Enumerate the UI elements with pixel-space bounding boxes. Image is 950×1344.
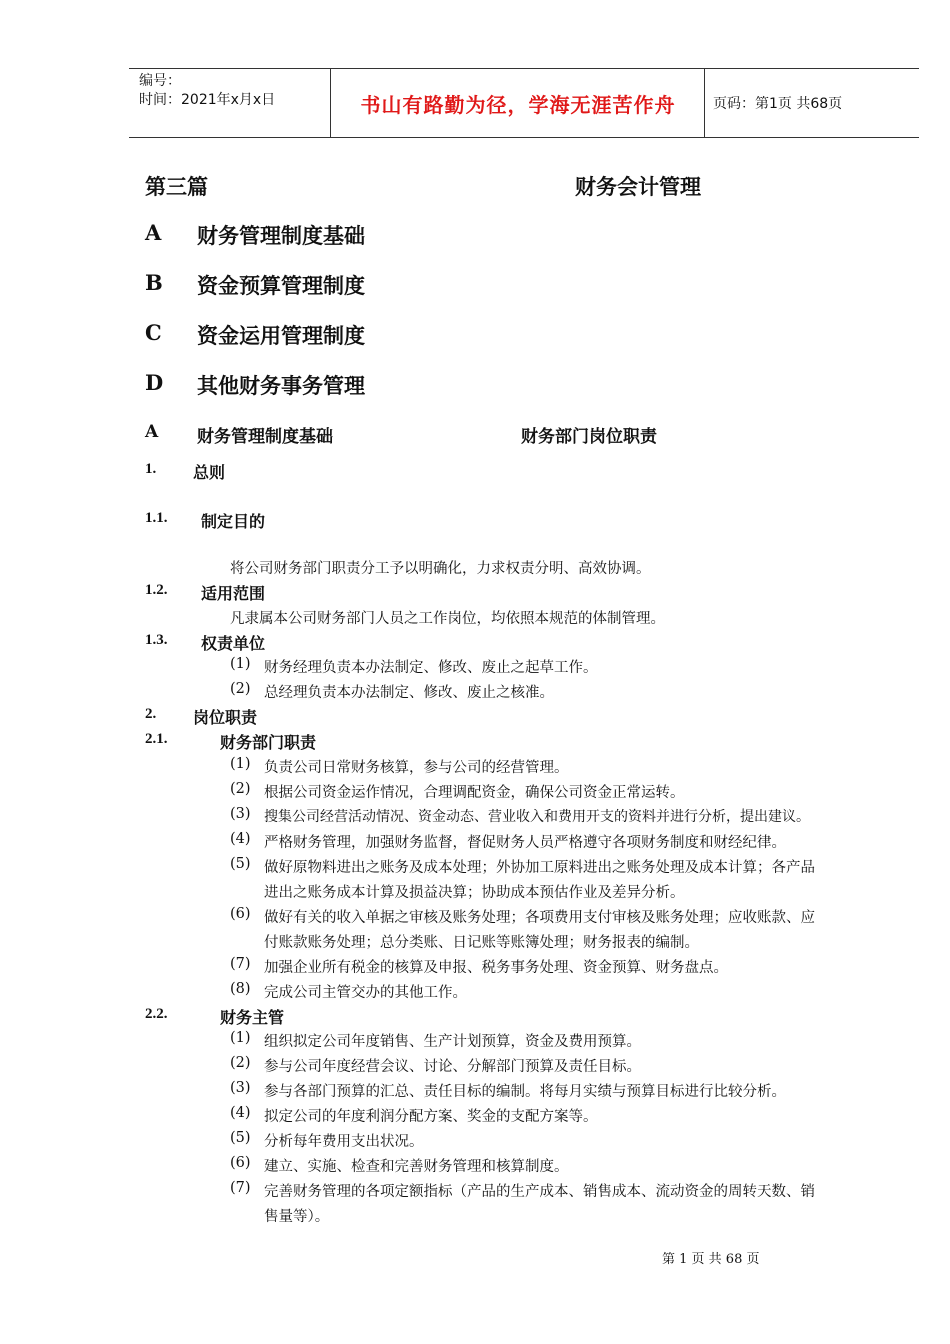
- section-letter: A: [145, 422, 159, 442]
- part-name: 财务会计管理: [575, 174, 701, 199]
- heading-number: 1.1.: [145, 510, 168, 526]
- list-item: 财务经理负责本办法制定、修改、废止之起草工作。: [264, 660, 598, 676]
- heading-label: 权责单位: [201, 634, 266, 653]
- heading-label: 财务主管: [220, 1008, 285, 1027]
- heading-number: 2.2.: [145, 1006, 168, 1022]
- item-number: (4): [230, 831, 251, 847]
- item-number: (8): [230, 981, 251, 997]
- list-item: 严格财务管理，加强财务监督，督促财务人员严格遵守各项财务制度和财经纪律。: [264, 835, 786, 851]
- heading-number: 1.: [145, 461, 157, 477]
- toc-label-d: 其他财务事务管理: [197, 373, 365, 398]
- item-number: (1): [230, 1030, 251, 1046]
- item-number: (3): [230, 1080, 251, 1096]
- header-motto: 书山有路勤为径，学海无涯苦作舟: [360, 92, 676, 117]
- item-number: (2): [230, 681, 251, 697]
- list-item: 参与各部门预算的汇总、责任目标的编制。将每月实绩与预算目标进行比较分析。: [264, 1084, 786, 1100]
- item-number: (7): [230, 956, 251, 972]
- heading-number: 1.3.: [145, 632, 168, 648]
- header-page-info: 页码：第1页 共68页: [713, 96, 843, 112]
- toc-label-c: 资金运用管理制度: [197, 323, 365, 348]
- list-item: 分析每年费用支出状况。: [264, 1134, 424, 1150]
- heading-number: 1.2.: [145, 582, 168, 598]
- item-number: (6): [230, 1155, 251, 1171]
- item-number: (2): [230, 781, 251, 797]
- item-number: (4): [230, 1105, 251, 1121]
- section-label: 财务管理制度基础: [197, 427, 333, 447]
- list-item: 完善财务管理的各项定额指标（产品的生产成本、销售成本、流动资金的周转天数、销: [264, 1184, 815, 1200]
- list-item-continuation: 进出之账务成本计算及损益决算；协助成本预估作业及差异分析。: [264, 885, 685, 901]
- part-title: 第三篇: [145, 174, 208, 199]
- list-item: 总经理负责本办法制定、修改、废止之核准。: [264, 685, 554, 701]
- list-item: 拟定公司的年度利润分配方案、奖金的支配方案等。: [264, 1109, 598, 1125]
- item-number: (7): [230, 1180, 251, 1196]
- heading-number: 2.: [145, 706, 157, 722]
- list-item: 做好有关的收入单据之审核及账务处理；各项费用支付审核及账务处理；应收账款、应: [264, 910, 815, 926]
- list-item-continuation: 售量等）。: [264, 1209, 330, 1225]
- section-subtitle: 财务部门岗位职责: [521, 427, 657, 447]
- toc-letter-d: D: [145, 370, 164, 395]
- list-item: 加强企业所有税金的核算及申报、税务事务处理、资金预算、财务盘点。: [264, 960, 728, 976]
- list-item: 建立、实施、检查和完善财务管理和核算制度。: [264, 1159, 569, 1175]
- toc-label-b: 资金预算管理制度: [197, 273, 365, 298]
- paragraph: 将公司财务部门职责分工予以明确化，力求权责分明、高效协调。: [230, 561, 651, 577]
- item-number: (3): [230, 806, 251, 822]
- list-item-continuation: 付账款账务处理；总分类账、日记账等账簿处理；财务报表的编制。: [264, 935, 699, 951]
- heading-label: 适用范围: [201, 584, 266, 603]
- paragraph: 凡隶属本公司财务部门人员之工作岗位，均依照本规范的体制管理。: [230, 611, 665, 627]
- item-number: (1): [230, 656, 251, 672]
- heading-label: 财务部门职责: [220, 733, 317, 752]
- number-label: 编号：: [139, 73, 181, 89]
- list-item: 参与公司年度经营会议、讨论、分解部门预算及责任目标。: [264, 1059, 641, 1075]
- item-number: (5): [230, 1130, 251, 1146]
- item-number: (6): [230, 906, 251, 922]
- header-meta: [139, 72, 275, 110]
- list-item: 负责公司日常财务核算，参与公司的经营管理。: [264, 760, 569, 776]
- time-label: 时间：2021年x月x日: [139, 92, 276, 108]
- toc-letter-c: C: [145, 320, 162, 345]
- list-item: 组织拟定公司年度销售、生产计划预算，资金及费用预算。: [264, 1034, 641, 1050]
- toc-label-a: 财务管理制度基础: [197, 223, 365, 248]
- item-number: (1): [230, 756, 251, 772]
- list-item: 做好原物料进出之账务及成本处理；外协加工原料进出之账务处理及成本计算；各产品: [264, 860, 815, 876]
- list-item: 搜集公司经营活动情况、资金动态、营业收入和费用开支的资料并进行分析，提出建议。: [264, 809, 810, 825]
- toc-letter-a: A: [145, 220, 162, 245]
- list-item: 根据公司资金运作情况，合理调配资金，确保公司资金正常运转。: [264, 785, 685, 801]
- heading-label: 岗位职责: [193, 708, 258, 727]
- heading-label: 总则: [193, 463, 226, 482]
- page-footer: 第 1 页 共 68 页: [662, 1252, 760, 1267]
- toc-letter-b: B: [145, 270, 163, 295]
- header-divider: [330, 69, 331, 137]
- item-number: (5): [230, 856, 251, 872]
- list-item: 完成公司主管交办的其他工作。: [264, 985, 467, 1001]
- item-number: (2): [230, 1055, 251, 1071]
- heading-number: 2.1.: [145, 731, 168, 747]
- header-divider: [704, 69, 705, 137]
- page-header: [129, 68, 919, 138]
- heading-label: 制定目的: [201, 512, 266, 531]
